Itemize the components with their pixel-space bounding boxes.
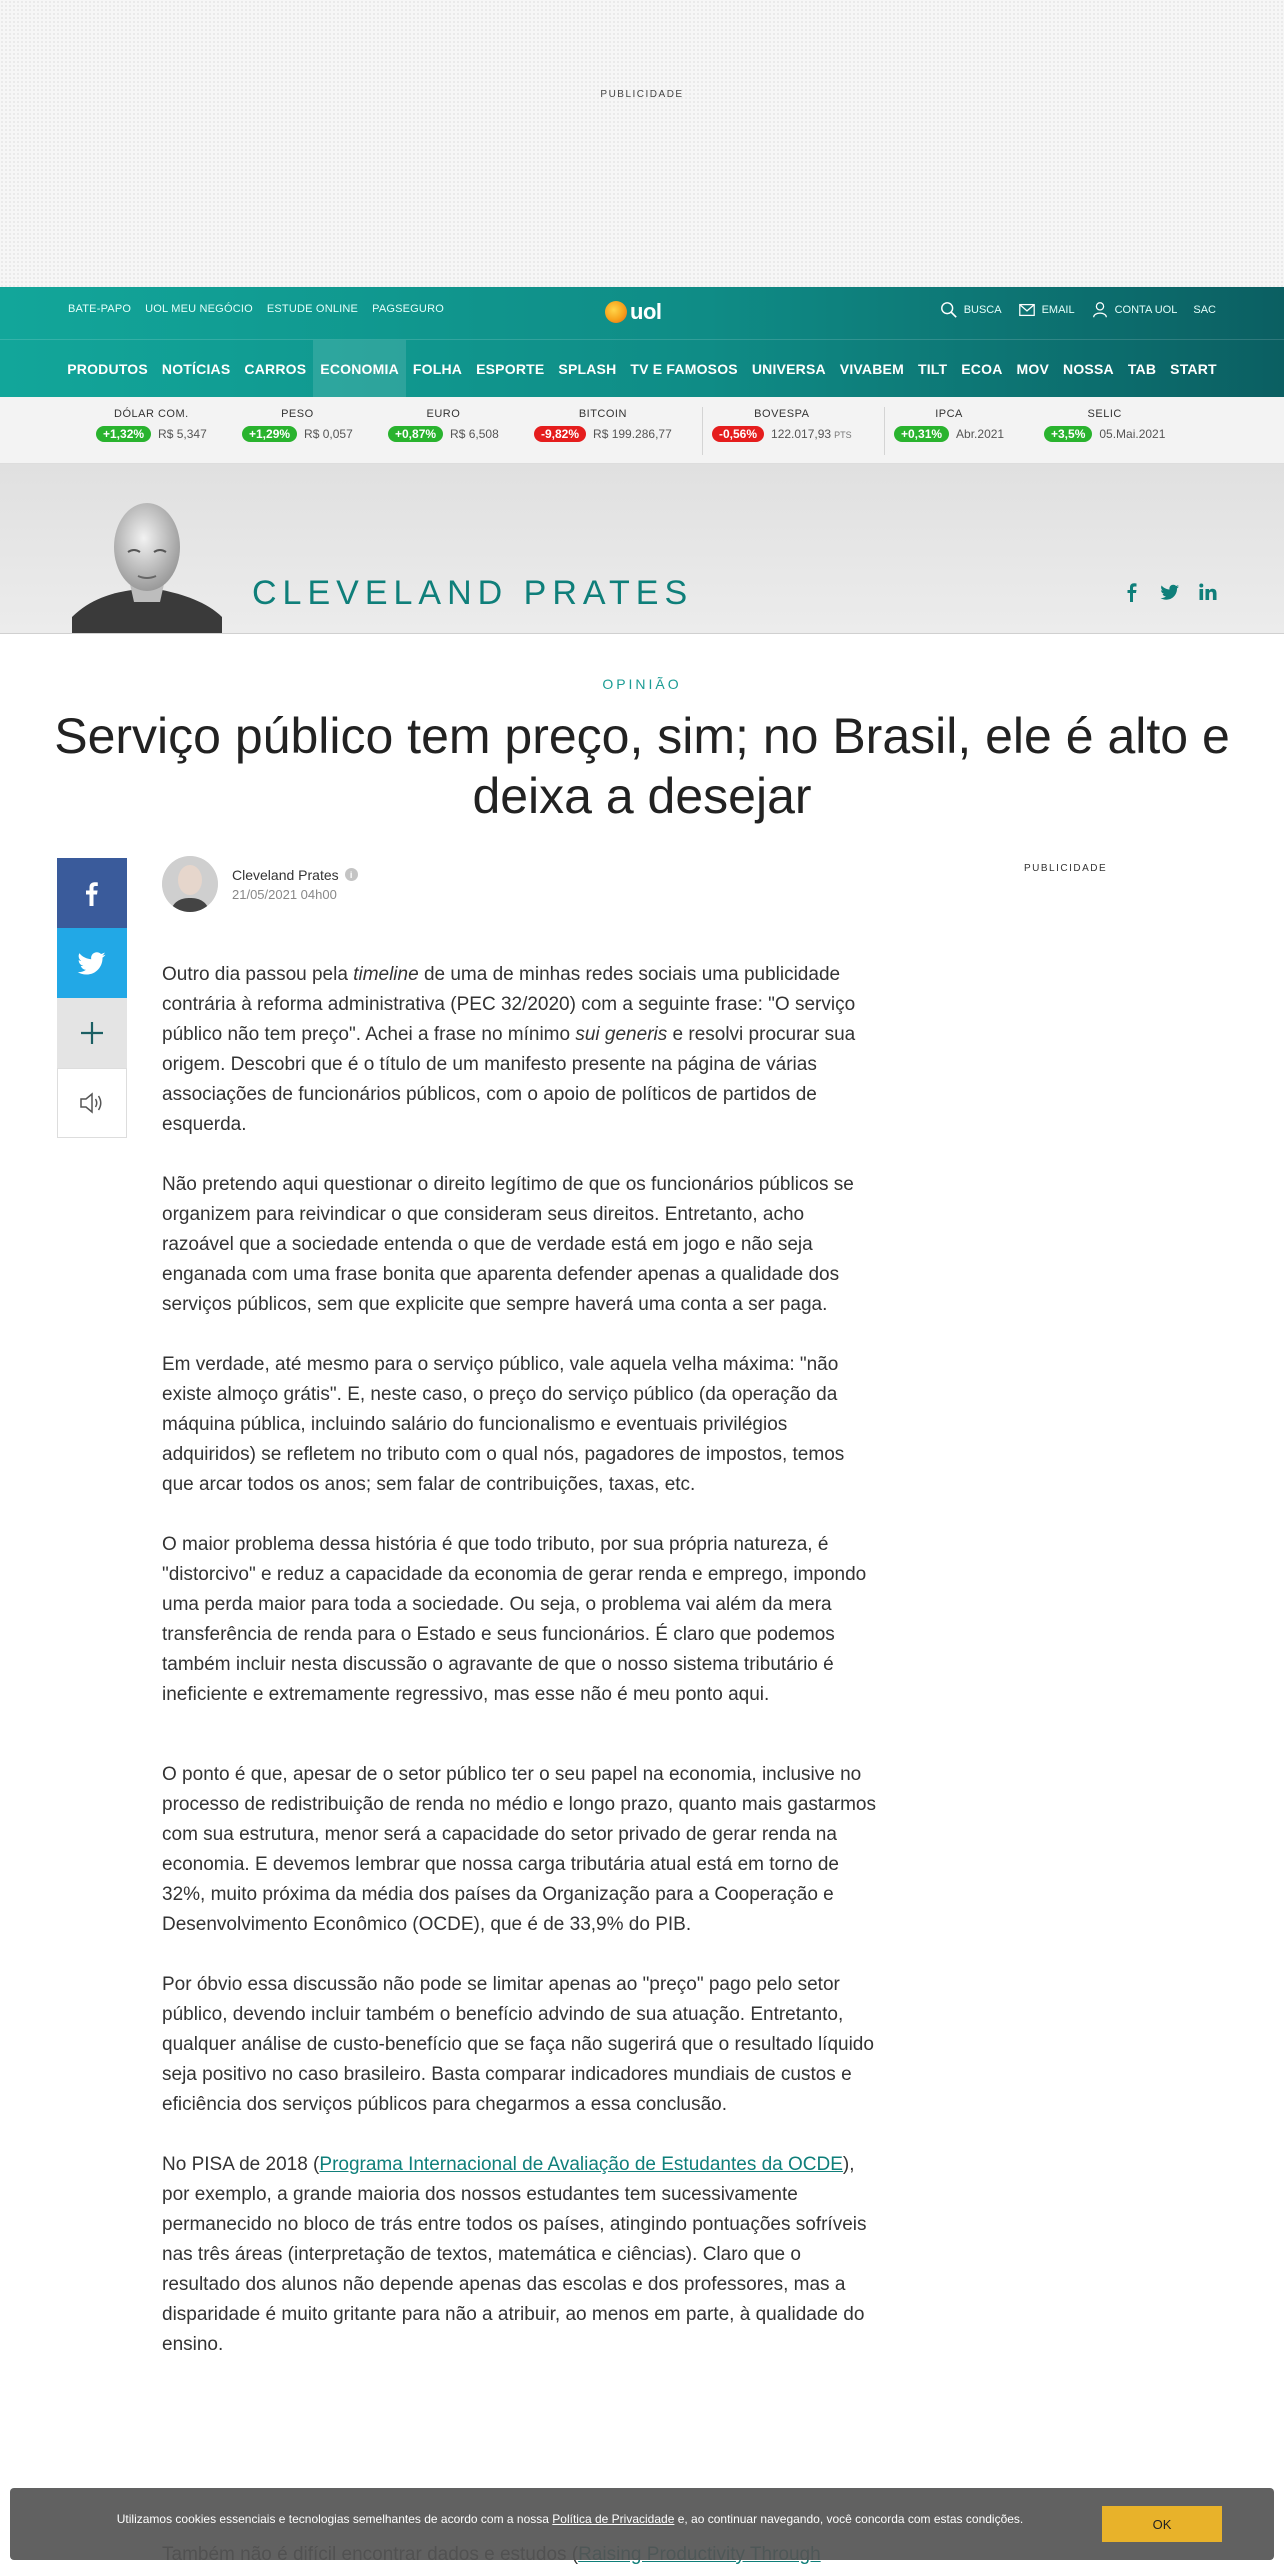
nav-item-carros[interactable]: CARROS (244, 361, 307, 377)
ticker-value: R$ 5,347 (158, 427, 207, 441)
ticker-name: DÓLAR COM. (114, 408, 189, 420)
speaker-icon (77, 1088, 107, 1118)
sac-label: SAC (1193, 304, 1216, 316)
ticker-item-dolar[interactable] (96, 408, 207, 442)
author-block (162, 856, 358, 912)
market-ticker (0, 397, 1284, 464)
columnist-social-links (1122, 582, 1218, 602)
util-link-estude-online[interactable]: ESTUDE ONLINE (266, 303, 359, 315)
section-label[interactable]: OPINIÃO (602, 676, 682, 692)
pisa-link[interactable]: Programa Internacional de Avaliação de Estudantes da OCDE (319, 2154, 843, 2175)
share-bar (57, 858, 127, 1138)
ticker-change: +1,29% (242, 426, 297, 442)
cookie-consent-bar (10, 2488, 1274, 2560)
search-icon (940, 301, 958, 319)
account-button[interactable] (1091, 301, 1178, 319)
ticker-item-bitcoin[interactable] (534, 408, 672, 442)
cookie-message: Utilizamos cookies essenciais e tecnologias semelhantes de acordo com a nossa Política de Privacidade e, ao continuar navegando, você concorda com estas condições. (116, 2512, 1024, 2526)
email-label: EMAIL (1041, 304, 1075, 316)
ticker-change: +3,5% (1044, 426, 1092, 442)
nav-item-ecoa[interactable]: ECOA (961, 361, 1003, 377)
ticker-value: Abr.2021 (956, 427, 1005, 441)
share-more-button[interactable] (57, 998, 127, 1068)
plus-icon (77, 1018, 107, 1048)
columnist-photo (72, 492, 222, 634)
ticker-name: BITCOIN (578, 408, 627, 420)
ticker-value: R$ 0,057 (304, 427, 353, 441)
ticker-change: +1,32% (96, 426, 151, 442)
article-paragraph: Em verdade, até mesmo para o serviço público, vale aquela velha máxima: "não existe almoço grátis". E, neste caso, o preço do serviço público (da operação da máquina pública, incluindo salário do funcionalismo e eventuais privilégios adquiridos) se refletem no tributo com o qual nós, pagadores de impostos, temos que arcar todos os anos; sem falar de contribuições, taxas, etc. (162, 1354, 845, 1495)
article-paragraph: Por óbvio essa discussão não pode se limitar apenas ao "preço" pago pelo setor público, devendo incluir também o benefício advindo de sua atuação. Entretanto, qualquer análise de custo-benefício que se faça não sugerirá que o resultado líquido seja positivo no caso brasileiro. Basta comparar indicadores mundiais de custos e eficiência dos serviços públicos para chegarmos a essa conclusão. (162, 1974, 874, 2115)
nav-item-vivabem[interactable]: VIVABEM (839, 361, 904, 377)
search-button[interactable] (940, 301, 1002, 319)
user-icon (1091, 301, 1109, 319)
ticker-name: PESO (281, 408, 314, 420)
nav-item-start[interactable]: START (1170, 361, 1217, 377)
account-label: CONTA UOL (1114, 304, 1178, 316)
ticker-value: R$ 199.286,77 (593, 427, 672, 441)
article-paragraph: O maior problema dessa história é que todo tributo, por sua própria natureza, é "distorcivo" e reduz a capacidade da economia de gerar renda e emprego, impondo uma perda maior para toda a sociedade. Ou seja, o problema vai além da mera transferência de renda para o Estado e seus funcionários. É claro que podemos também incluir nesta discussão o agravante de que o nosso sistema tributário é ineficiente e extremamente regressivo, mas esse não é meu ponto aqui. (162, 1534, 867, 1705)
site-header (0, 287, 1284, 397)
ticker-item-ipca[interactable] (894, 408, 1004, 442)
ticker-change: +0,87% (388, 426, 443, 442)
ticker-name: IPCA (935, 408, 963, 420)
facebook-icon (77, 878, 107, 908)
util-link-pagseguro[interactable]: PAGSEGURO (372, 303, 444, 315)
utility-right (940, 301, 1216, 319)
ticker-change: -0,56% (712, 426, 764, 442)
ticker-value: R$ 6,508 (450, 427, 499, 441)
listen-audio-button[interactable] (57, 1068, 127, 1138)
utility-links (68, 303, 444, 315)
nav-item-economia[interactable]: ECONOMIA (313, 340, 406, 397)
sac-link[interactable] (1193, 304, 1216, 316)
ticker-item-bovespa[interactable] (712, 408, 852, 442)
columnist-name[interactable]: CLEVELAND PRATES (252, 574, 694, 612)
sidebar-ad-label: PUBLICIDADE (1024, 863, 1108, 874)
article-body (162, 960, 878, 2390)
privacy-policy-link[interactable]: Política de Privacidade (552, 2512, 675, 2526)
article-paragraph: O ponto é que, apesar de o setor público ter o seu papel na economia, inclusive no processo de redistribuição de renda no médio e longo prazo, quanto mais gastarmos com sua estrutura, menor será a capacidade do setor privado de gerar renda na economia. E devemos lembrar que nossa carga tributária atual está em torno de 32%, muito próxima da média dos países da Organização para a Cooperação e Desenvolvimento Econômico (OCDE), que é de 33,9% do PIB. (162, 1764, 876, 1935)
util-link-bate-papo[interactable]: BATE-PAPO (68, 303, 132, 315)
ticker-divider (884, 407, 885, 455)
ticker-value: 05.Mai.2021 (1099, 427, 1166, 441)
nav-item-splash[interactable]: SPLASH (558, 361, 617, 377)
article-paragraph: Não pretendo aqui questionar o direito legítimo de que os funcionários públicos se organizem para reivindicar o que consideram seus direitos. Entretanto, acho razoável que a sociedade entenda o que de verdade está em jogo e não seja enganada com uma frase bonita que aparenta defender apenas a qualidade dos serviços públicos, sem que explicite que sempre haverá uma conta a ser paga. (162, 1174, 854, 1315)
nav-item-tilt[interactable]: TILT (917, 361, 948, 377)
search-label: BUSCA (963, 304, 1002, 316)
ticker-item-euro[interactable] (388, 408, 499, 442)
cookie-ok-button[interactable]: OK (1102, 2506, 1222, 2542)
ad-label: PUBLICIDADE (600, 89, 684, 100)
nav-item-nossa[interactable]: NOSSA (1063, 361, 1114, 377)
nav-item-mov[interactable]: MOV (1016, 361, 1050, 377)
main-nav (0, 339, 1284, 397)
publish-date: 21/05/2021 04h00 (232, 886, 337, 902)
share-twitter-button[interactable] (57, 928, 127, 998)
email-button[interactable] (1018, 301, 1075, 319)
top-ad-banner[interactable] (0, 0, 1284, 287)
nav-item-esporte[interactable]: ESPORTE (476, 361, 545, 377)
ticker-divider (702, 407, 703, 455)
ticker-item-selic[interactable] (1044, 408, 1165, 442)
uol-logo-icon (605, 301, 627, 323)
facebook-icon[interactable] (1122, 582, 1142, 602)
info-icon[interactable]: i (345, 868, 358, 881)
ticker-change: -9,82% (534, 426, 586, 442)
uol-logo-text: uol (630, 299, 662, 324)
article-paragraph: Outro dia passou pela timeline de uma de minhas redes sociais uma publicidade contrária à reforma administrativa (PEC 32/2020) com a seguinte frase: "O serviço público não tem preço". Achei a frase no mínimo sui generis e resolvi procurar sua origem. Descobri que é o título de um manifesto presente na página de várias associações de funcionários públicos, com o apoio de políticos de partidos de esquerda. (162, 964, 856, 1135)
nav-item-produtos[interactable]: PRODUTOS (67, 361, 148, 377)
twitter-icon (77, 948, 107, 978)
columnist-banner (0, 464, 1284, 634)
ticker-item-peso[interactable] (242, 408, 353, 442)
linkedin-icon[interactable] (1198, 582, 1218, 602)
nav-item-folha[interactable]: FOLHA (412, 361, 463, 377)
article-paragraph: No PISA de 2018 (Programa Internacional de Avaliação de Estudantes da OCDE), por exemplo, a grande maioria dos nossos estudantes tem sucessivamente permanecido no bloco de trás entre todos os países, atingindo pontuações sofríveis nas três áreas (interpretação de textos, matemática e ciências). Claro que o resultado dos alunos não depende apenas das escolas e dos professores, mas a disparidade é muito gritante para não a atribuir, ao menos em parte, à qualidade do ensino. (162, 2154, 867, 2355)
author-name[interactable]: Cleveland Prates (232, 866, 339, 883)
ticker-name: EURO (426, 408, 461, 420)
ticker-name: BOVESPA (754, 408, 810, 420)
article-headline: Serviço público tem preço, sim; no Brasil, ele é alto e deixa a desejar (54, 708, 1230, 824)
ticker-value: 122.017,93 PTS (771, 427, 852, 441)
ticker-change: +0,31% (894, 426, 949, 442)
nav-item-noticias[interactable]: NOTÍCIAS (161, 361, 231, 377)
nav-item-universa[interactable]: UNIVERSA (751, 361, 826, 377)
util-link-meu-negocio[interactable]: UOL MEU NEGÓCIO (145, 303, 253, 315)
uol-logo[interactable] (605, 299, 662, 325)
nav-item-tab[interactable]: TAB (1127, 361, 1157, 377)
nav-item-tv-e-famosos[interactable]: TV E FAMOSOS (630, 361, 738, 377)
envelope-icon (1018, 301, 1036, 319)
author-avatar[interactable] (162, 856, 218, 912)
share-facebook-button[interactable] (57, 858, 127, 928)
twitter-icon[interactable] (1160, 582, 1180, 602)
ticker-name: SELIC (1087, 408, 1122, 420)
